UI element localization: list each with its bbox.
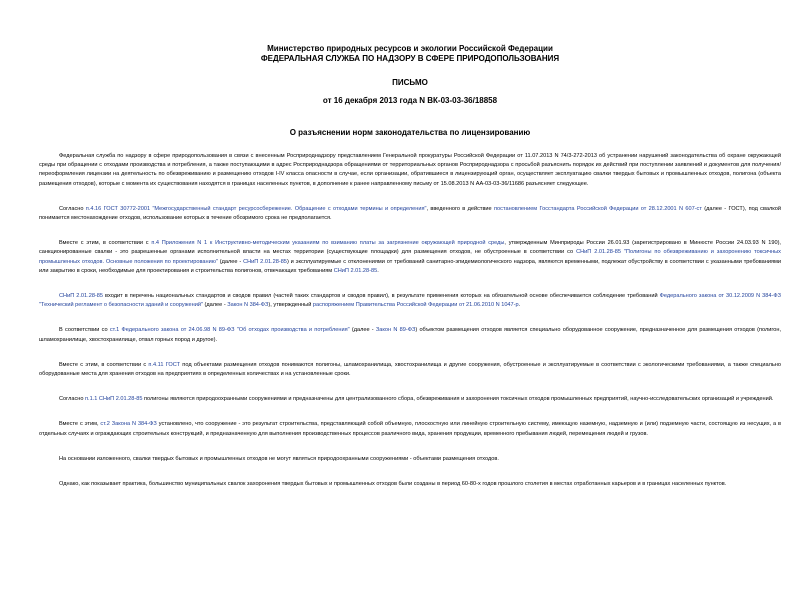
legal-reference-link[interactable]: СНиП 2.01.28-85 (333, 267, 378, 274)
document-body (39, 152, 781, 489)
legal-reference-link[interactable]: Закон N 384-ФЗ (227, 302, 269, 309)
document-subject: О разъяснении норм законодательства по лицензированию (289, 128, 531, 137)
document-date-number: от 16 декабря 2013 года N ВК-03-03-36/18858 (322, 96, 498, 105)
paragraph-2 (39, 205, 781, 223)
paragraph-1 (39, 152, 781, 189)
paragraph-8 (39, 420, 781, 438)
paragraph-text: ), утвержденный (268, 302, 313, 309)
paragraph-text: , утвержденным Минприроды России 26.01.93 (зарегистрировано в Минюсте России 24.03.93 N 190), санкционированные свалки - это разрешенные органами исполнительной власти на местах территории (существующие площадки) для размещения отходов, не обустроенные в соответствии со (39, 240, 781, 256)
legal-reference-link[interactable]: ст.1 Федерального закона от 24.06.98 N 89-ФЗ "Об отходах производства и потребления" (109, 327, 350, 334)
legal-reference-link[interactable]: п.1.1 СНиП 2.01.28-85 (85, 396, 143, 403)
paragraph-text: Вместе с этим, в соответствии с (59, 361, 149, 368)
paragraph-text: полигоны являются природоохранными сооружениями и предназначены для централизованного сбора, обезвреживания и захоронения токсичных отходов промышленных предприятий, научно-исследовательских организаций и учреждений. (142, 396, 774, 403)
document-type: ПИСЬМО (392, 78, 428, 87)
paragraph-text: На основании изложенного, свалки твердых бытовых и промышленных отходов не могут являться природоохранными сооружениями - объектами размещения отходов. (59, 455, 499, 462)
legal-reference-link[interactable]: СНиП 2.01.28-85 (243, 258, 287, 265)
paragraph-text: (далее - (202, 302, 228, 309)
paragraph-text: Однако, как показывает практика, большинство муниципальных свалок захоронения твердых бытовых и промышленных отходов были созданы в период 60-80-х годов прошлого столетия в местах отработанных карьеров и в границах населенных пунктов. (59, 481, 727, 488)
legal-reference-link[interactable]: СНиП 2.01.28-85 "Полигоны по обезвреживанию и захоронению токсичных промышленных отходов. Основные положения по проектированию" (39, 249, 781, 265)
paragraph-text: . (518, 302, 521, 309)
paragraph-text: Согласно (59, 396, 85, 403)
paragraph-text: ) и эксплуатируемые с отклонениями от требований санитарно-эпидемиологического надзора, являются временными, подлежат обустройству в соответствии с указанными требованиями или закрытию в сроки, необходимые для проектирования и строительства полигонов, отвечающих требованиям (39, 258, 781, 274)
paragraph-3 (39, 239, 781, 276)
legal-reference-link[interactable]: п.4.16 ГОСТ 30772-2001 "Межгосударственный стандарт ресурсосбережение. Обращение с отходами термины и определения" (85, 205, 427, 212)
legal-reference-link[interactable]: п.4.11 ГОСТ (148, 361, 181, 368)
paragraph-10 (39, 480, 781, 489)
legal-reference-link[interactable]: распоряжением Правительства Российской Федерации от 21.06.2010 N 1047-р (312, 302, 519, 309)
paragraph-7 (39, 395, 781, 404)
paragraph-text: Согласно (59, 205, 86, 212)
paragraph-text: (далее - (349, 327, 376, 334)
legal-reference-link[interactable]: постановлением Госстандарта Российской Федерации от 28.12.2001 N 607-ст (494, 205, 702, 212)
paragraph-text: Вместе с этим, в соответствии с (59, 240, 152, 247)
paragraph-9 (39, 455, 781, 464)
paragraph-text: под объектами размещения отходов понимаются полигоны, шламохранилища, хвостохранилища и другие сооружения, обустроенные и эксплуатируемые в соответствии с экологическими требованиями, а также специально оборудованные места для хранения отходов на предприятиях в определенных количествах и на установленные сроки. (39, 361, 781, 378)
document-page (0, 44, 807, 615)
paragraph-6 (39, 361, 781, 379)
paragraph-text: Вместе с этим, (59, 421, 101, 428)
paragraph-4 (39, 292, 781, 310)
paragraph-text: В соответствии со (59, 327, 110, 334)
legal-reference-link[interactable]: СНиП 2.01.28-85 (59, 293, 104, 300)
paragraph-text: (далее - (217, 258, 244, 265)
legal-reference-link[interactable]: ст.2 Закона N 384-ФЗ (100, 421, 157, 428)
paragraph-text: (далее - ГОСТ), под свалкой понимается местонахождение отходов, использование которых в течение обозримого срока не предполагается. (39, 205, 782, 222)
paragraph-text: ) объектом размещения отходов является специально оборудованное сооружение, предназначенное для размещения отходов (полигон, шламохранилище, хвостохранилище, отвал горных пород и другое). (39, 327, 782, 343)
paragraph-5 (39, 326, 781, 344)
legal-reference-link[interactable]: Закон N 89-ФЗ (375, 327, 416, 334)
ministry-name: Министерство природных ресурсов и экологии Российской Федерации (267, 44, 553, 53)
paragraph-text: входит в перечень национальных стандартов и сводов правил (частей таких стандартов и сводов правил), в результате применения которых на обязательной основе обеспечивается соблюдение требований (103, 293, 660, 300)
paragraph-text: Федеральная служба по надзору в сфере природопользования в связи с внесенным Росприроднадзору представлением Генеральной прокуратуры Российской Федерации от 11.07.2013 N 74/3-272-2013 об устранении нарушений законодательства об охране окружающей среды при обращении с отходами производства и потребления, а также поступающими в адрес Росприроднадзора обращениями от территориальных органов Росприроднадзора с просьбой разъяснить порядок их действий при поступлении заявлений и документов для получения/переоформления лицензии на деятельность по обезвреживанию и размещению отходов I-IV класса опасности в случае, если организации, обратившиеся в лицензирующий орган, осуществляет эксплуатацию свалки твердых бытовых и промышленных отходов, полигона (объекта размещения отходов), которые с момента их существования находятся в границах населенных пунктов, в дополнение к ранее направленному письму от 15.08.2013 N АА-03-03-36/11686 разъясняет следующее. (39, 153, 781, 187)
paragraph-text: , введенного в действие (426, 205, 495, 212)
service-name: ФЕДЕРАЛЬНАЯ СЛУЖБА ПО НАДЗОРУ В СФЕРЕ ПРИРОДОПОЛЬЗОВАНИЯ (260, 54, 560, 63)
paragraph-text: . (377, 267, 379, 274)
paragraph-text: установлено, что сооружение - это результат строительства, представляющий собой объемную, плоскостную или линейную строительную систему, имеющую наземную, надземную и (или) подземную части, состоящую из несущих, а в отдельных случаях и ограждающих строительных конструкций, и предназначенную для выполнения производственных процессов различного вида, хранения продукции, временного пребывания людей, перемещения людей и грузов. (39, 421, 781, 437)
legal-reference-link[interactable]: п.4 Приложения N 1 к Инструктивно-методическим указаниям по взиманию платы за загрязнение окружающей природной среды (151, 240, 505, 247)
legal-reference-link[interactable]: Федерального закона от 30.12.2009 N 384-ФЗ "Технический регламент о безопасности зданий и сооружений" (39, 293, 781, 309)
